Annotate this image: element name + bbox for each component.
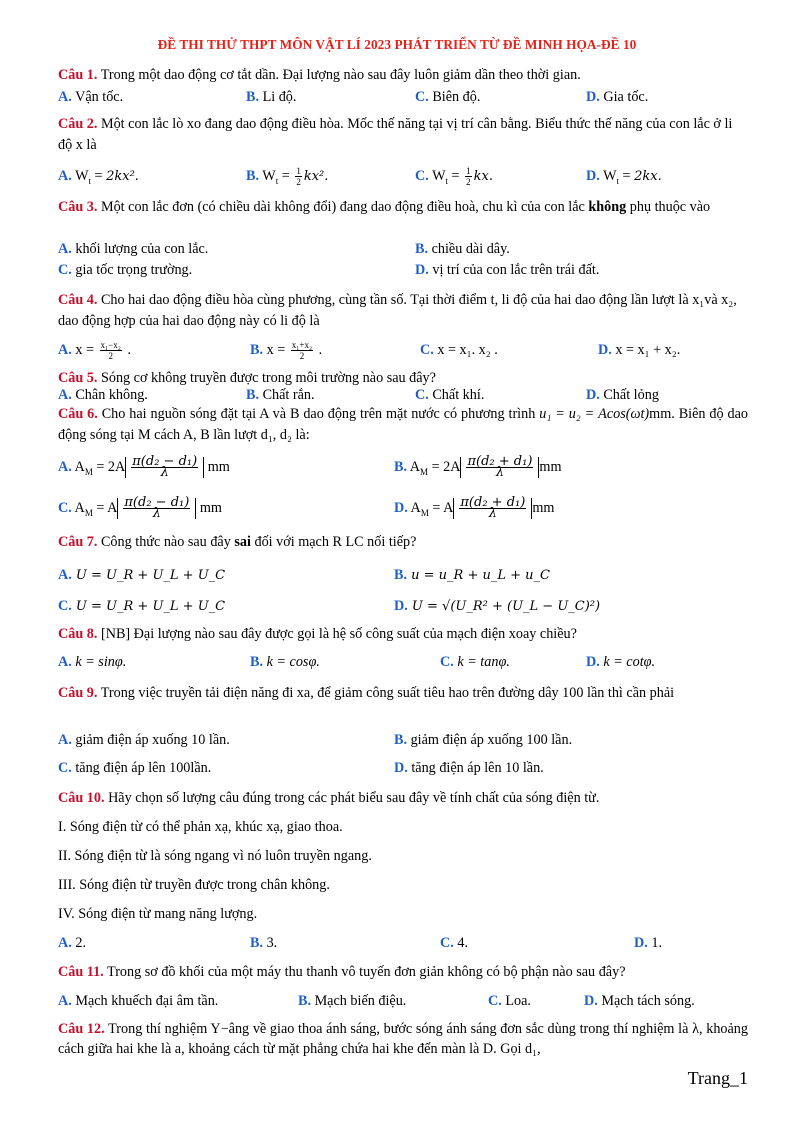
option-a[interactable]: A. khối lượng của con lắc.: [58, 241, 209, 257]
question-number: Câu 5.: [58, 370, 98, 386]
option-b[interactable]: B. Chất rắn.: [246, 387, 315, 403]
question-text: Trong sơ đồ khối của một máy thu thanh vô tuyến đơn giản không có bộ phận nào sau đây?: [103, 964, 626, 980]
statement-1: I. Sóng điện từ có thể phản xạ, khúc xạ, giao thoa.: [58, 819, 343, 835]
option-c[interactable]: C. k = tanφ.: [440, 654, 510, 670]
question-3: Câu 3. Một con lắc đơn (có chiều dài không đổi) đang dao động điều hoà, chu kì của con lắc không phụ thuộc vào: [58, 199, 711, 215]
exam-title: ĐỀ THI THỬ THPT MÔN VẬT LÍ 2023 PHÁT TRIỂN TỪ ĐỀ MINH HỌA-ĐỀ 10: [157, 37, 637, 52]
option-d[interactable]: D. x = x₁ + x₂.: [598, 342, 681, 358]
option-a[interactable]: A. U = U_R + U_L + U_C: [58, 567, 226, 583]
question-number: Câu 12.: [58, 1021, 105, 1037]
option-c[interactable]: C. tăng điện áp lên 100lần.: [58, 760, 212, 776]
option-d[interactable]: D. Mạch tách sóng.: [584, 993, 695, 1009]
question-number: Câu 9.: [58, 685, 98, 701]
question-6: Câu 6. Cho hai nguồn sóng đặt tại A và B dao động trên mặt nước có phương trình u₁ = u₂ = Acos(ωt)mm. Biên độ dao động sóng tại M cách A, B lần lượt d₁, d₂ là:: [58, 406, 749, 443]
question-number: Câu 7.: [58, 534, 98, 550]
question-number: Câu 10.: [58, 790, 105, 806]
page-number: Trang_1: [687, 1068, 748, 1088]
option-b[interactable]: B. chiều dài dây.: [415, 241, 510, 257]
question-2: [58, 114, 748, 156]
q11-options: [0, 991, 794, 1012]
question-number: Câu 2.: [58, 116, 98, 132]
statement-4: IV. Sóng điện từ mang năng lượng.: [58, 906, 258, 922]
question-text: Trong một dao động cơ tắt dần. Đại lượng nào sau đây luôn giảm dần theo thời gian.: [97, 67, 581, 83]
question-7: Câu 7. Công thức nào sau đây sai đối với mạch R LC nối tiếp?: [58, 534, 417, 550]
option-b[interactable]: B. u = u_R + u_L + u_C: [394, 567, 550, 583]
question-10: [58, 788, 748, 809]
option-b[interactable]: B. $W_t$ = $\frac{1}{2}$ kx².: [246, 166, 329, 188]
option-d[interactable]: D. k = cotφ.: [586, 654, 656, 670]
option-c[interactable]: C. Biên độ.: [415, 89, 481, 105]
option-c[interactable]: C. gia tốc trọng trường.: [58, 262, 193, 278]
q9-options-row2: [0, 758, 794, 779]
question-text: Hãy chọn số lượng câu đúng trong các phát biểu sau đây về tính chất của sóng điện từ.: [104, 790, 600, 806]
option-c[interactable]: C. Loa.: [488, 993, 531, 1009]
question-text: Trong việc truyền tải điện năng đi xa, để giảm công suất tiêu hao trên đường dây 100 lần thì cần phải: [97, 685, 675, 701]
option-c[interactable]: C. Chất khí.: [415, 387, 485, 403]
question-text: Trong thí nghiệm Y−âng về giao thoa ánh sáng, bước sóng ánh sáng đơn sắc dùng trong thí nghiệm là λ, khoảng cách giữa hai khe là a, khoảng cách từ mặt phẳng chứa hai khe đến màn là D. Gọi d₁,: [58, 1021, 748, 1057]
q1-options: [0, 87, 794, 108]
option-c[interactable]: C. 4.: [440, 935, 468, 951]
q7-options-row2: [0, 593, 794, 619]
q6-options-row2: [0, 493, 794, 523]
option-c[interactable]: C. $W_t$ = $\frac{1}{2}$ kx.: [415, 166, 493, 188]
option-a[interactable]: A. k = sinφ.: [58, 654, 127, 670]
option-a[interactable]: A. x = $\frac{\text{x₁−x₂}}{2}$ .: [58, 340, 131, 362]
question-4: [58, 290, 748, 332]
option-d[interactable]: D. U = √(U_R² + (U_L − U_C)²): [394, 598, 601, 614]
question-11: [58, 962, 748, 983]
option-b[interactable]: B. Li độ.: [246, 89, 297, 105]
q7-options-row1: [0, 563, 794, 587]
statement-3: III. Sóng điện từ truyền được trong chân không.: [58, 877, 330, 893]
q4-options: [0, 337, 794, 363]
option-d[interactable]: D. 1.: [634, 935, 662, 951]
option-a[interactable]: A. $W_t = 2kx^2$.: [58, 168, 139, 186]
q9-options-row1: [0, 730, 794, 751]
option-a[interactable]: A. Vận tốc.: [58, 89, 124, 105]
question-number: Câu 8.: [58, 626, 98, 642]
option-c[interactable]: C. x = x₁. x₂ .: [420, 342, 498, 358]
question-number: Câu 11.: [58, 964, 104, 980]
statement-2: II. Sóng điện từ là sóng ngang vì nó luôn truyền ngang.: [58, 848, 372, 864]
q6-options-row1: [0, 452, 794, 482]
question-9: [58, 684, 748, 703]
option-c[interactable]: C. $A_M = A$ $\frac{\text{π(d₂ − d₁)}}{\lambda}$ mm: [58, 495, 222, 522]
question-number: Câu 4.: [58, 292, 98, 308]
option-d[interactable]: D. $A_M = A$ $\frac{\text{π(d₂ + d₁)}}{\lambda}$ mm: [394, 495, 555, 522]
q10-options: [0, 933, 794, 954]
q8-options: [0, 652, 794, 673]
option-b[interactable]: B. giảm điện áp xuống 100 lần.: [394, 732, 573, 748]
option-c[interactable]: C. U = U_R + U_L + U_C: [58, 598, 226, 614]
option-b[interactable]: B. $A_M = 2A$ $\frac{\text{π(d₂ + d₁)}}{\lambda}$ mm: [394, 454, 562, 481]
option-a[interactable]: A. $A_M = 2A$ $\frac{\text{π(d₂ − d₁)}}{\lambda}$ mm: [58, 454, 230, 481]
question-text: [NB] Đại lượng nào sau đây được gọi là hệ số công suất của mạch điện xoay chiều?: [97, 626, 577, 642]
option-b[interactable]: B. x = $\frac{\text{x₁+x₂}}{2}$ .: [250, 340, 323, 362]
question-number: Câu 1.: [58, 67, 98, 83]
question-text: Cho hai dao động điều hòa cùng phương, cùng tần số. Tại thời điểm t, li độ của hai dao động lần lượt là x₁và x₂, dao động hợp của hai dao động này có li độ là: [58, 292, 737, 329]
question-number: Câu 3.: [58, 199, 98, 215]
option-a[interactable]: A. Mạch khuếch đại âm tần.: [58, 993, 219, 1009]
q5-options: [0, 386, 794, 404]
question-5: [58, 369, 748, 387]
option-b[interactable]: B. Mạch biến điệu.: [298, 993, 407, 1009]
question-number: Câu 6.: [58, 406, 98, 422]
question-8: [58, 624, 748, 645]
option-d[interactable]: D. $W_t = 2kx$.: [586, 168, 662, 186]
option-d[interactable]: D. tăng điện áp lên 10 lần.: [394, 760, 544, 776]
q3-options-row1: [0, 239, 794, 260]
option-b[interactable]: B. k = cosφ.: [250, 654, 320, 670]
option-a[interactable]: A. giảm điện áp xuống 10 lần.: [58, 732, 230, 748]
q2-options: [0, 163, 794, 189]
question-1: [58, 65, 748, 86]
q3-options-row2: [0, 260, 794, 281]
question-12: [58, 1019, 748, 1059]
option-b[interactable]: B. 3.: [250, 935, 278, 951]
option-a[interactable]: A. 2.: [58, 935, 86, 951]
option-d[interactable]: D. vị trí của con lắc trên trái đất.: [415, 262, 600, 278]
option-d[interactable]: D. Chất lỏng: [586, 387, 659, 403]
question-text: Sóng cơ không truyền được trong môi trường nào sau đây?: [97, 370, 436, 386]
option-a[interactable]: A. Chân không.: [58, 387, 148, 403]
option-d[interactable]: D. Gia tốc.: [586, 89, 649, 105]
question-text: Một con lắc lò xo đang dao động điều hòa. Mốc thế năng tại vị trí cân bằng. Biểu thức thế năng của con lắc ở li độ x là: [58, 116, 733, 153]
